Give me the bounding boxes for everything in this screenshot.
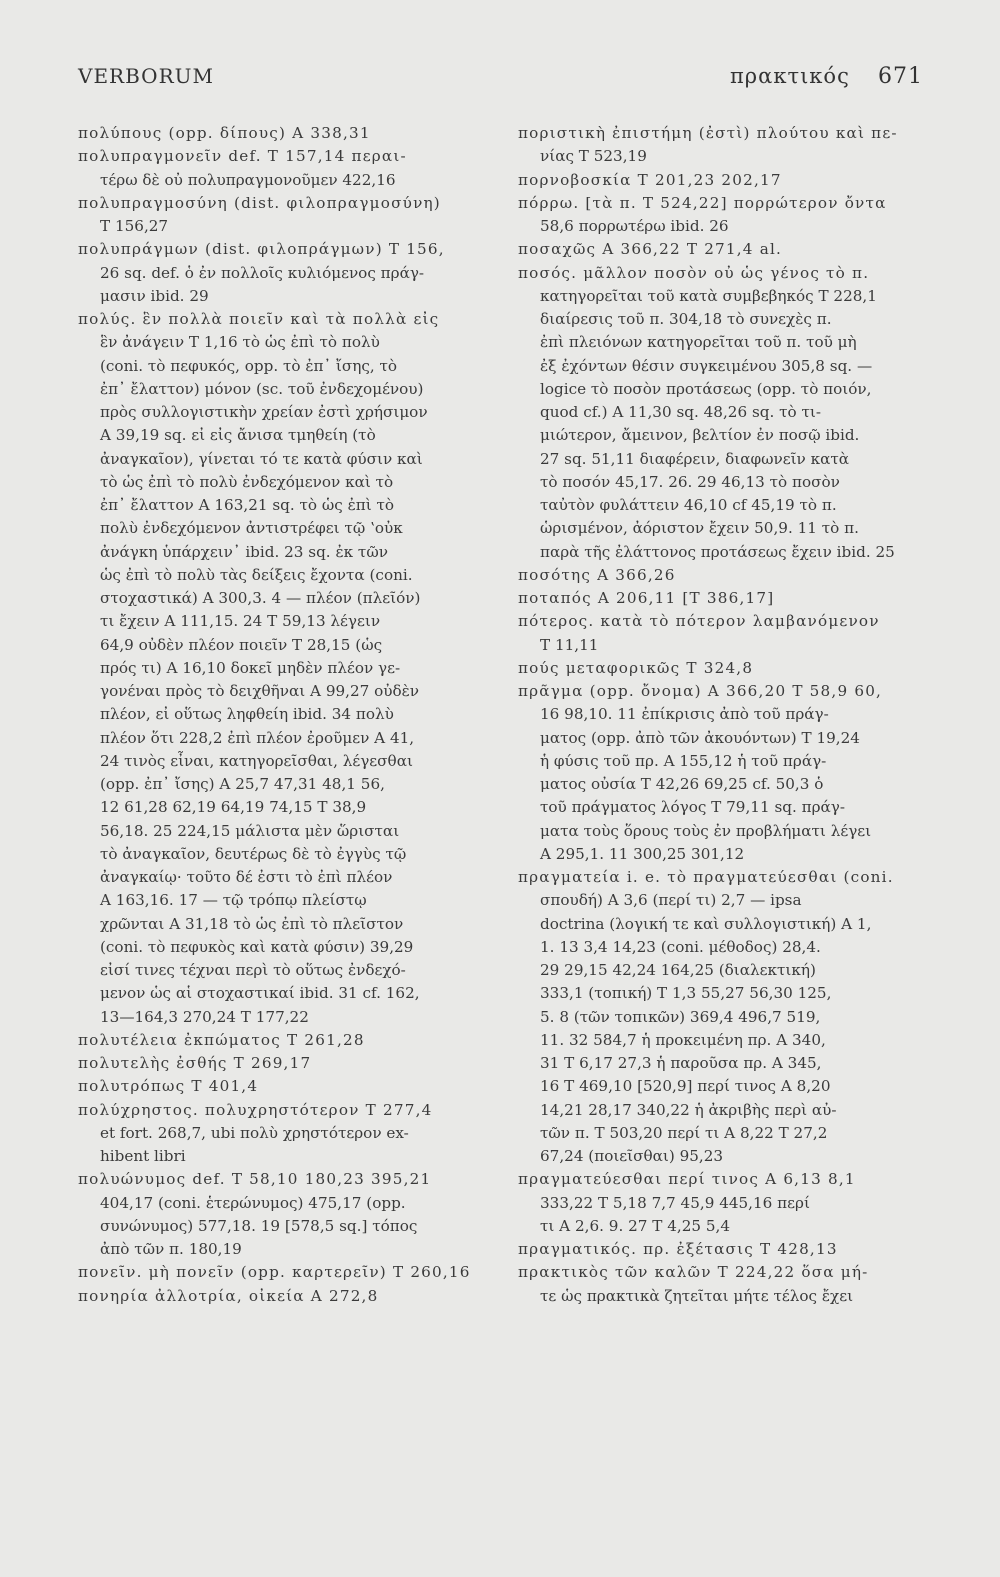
entry-continuation-line: διαίρεσις τοῦ π. 304,18 τὸ συνεχὲς π. [540, 310, 832, 328]
entry-continuation-line: 24 τινὸς εἶναι, κατηγορεῖσθαι, λέγεσθαι [100, 751, 413, 770]
running-head-keyword: πρακτικός [730, 64, 850, 88]
entry-headword-line: πούς μεταφορικῶς T 324,8 [518, 658, 754, 677]
entry-continuation-line: 12 61,28 62,19 64,19 74,15 T 38,9 [100, 798, 367, 817]
entry-headword-line: πορνοβοσκία T 201,23 202,17 [518, 170, 782, 189]
entry-headword-line: πρᾶγμα (opp. ὄνομα) A 366,20 T 58,9 60, [518, 682, 883, 700]
entry-continuation-line: (coni. τὸ πεφυκὸς καὶ κατὰ φύσιν) 39,29 [100, 937, 414, 956]
entry-continuation-line: ὡς ἐπὶ τὸ πολὺ τὰς δείξεις ἔχοντα (coni. [100, 565, 413, 584]
entry-headword-line: ποταπός A 206,11 [T 386,17] [518, 589, 775, 607]
entry-continuation-line: τε ὡς πρακτικὰ ζητεῖται μήτε τέλος ἔχει [540, 1286, 854, 1305]
entry-headword-line: πολυπράγμων (dist. φιλοπράγμων) T 156, [78, 240, 445, 259]
entry-continuation-line: χρῶνται A 31,18 τὸ ὡς ἐπὶ τὸ πλεῖστον [100, 914, 404, 933]
entry-continuation-line: 26 sq. def. ὁ ἐν πολλοῖς κυλιόμενος πράγ- [100, 263, 425, 282]
entry-continuation-line: τέρω δὲ οὐ πολυπραγμονοῦμεν 422,16 [100, 170, 396, 189]
entry-continuation-line: τοῦ πράγματος λόγος T 79,11 sq. πράγ- [540, 798, 845, 817]
entry-continuation-line: ἀνάγκη ὑπάρχειν᾿ ibid. 23 sq. ἐκ τῶν [100, 542, 388, 561]
entry-continuation-line: T 11,11 [540, 635, 599, 654]
entry-continuation-line: πλέον, εἰ οὕτως ληφθείη ibid. 34 πολὺ [100, 705, 394, 724]
entry-continuation-line: νίας T 523,19 [540, 147, 647, 166]
entry-continuation-line: τι A 2,6. 9. 27 T 4,25 5,4 [540, 1216, 731, 1235]
entry-continuation-line: τὸ ἀναγκαῖον, δευτέρως δὲ τὸ ἐγγὺς τῷ [100, 844, 407, 863]
entry-headword-line: ποσαχῶς A 366,22 T 271,4 al. [518, 240, 783, 259]
entry-headword-line: ποσότης A 366,26 [518, 565, 676, 584]
entry-continuation-line: 64,9 οὐδὲν πλέον ποιεῖν T 28,15 (ὡς [100, 635, 383, 654]
entry-continuation-line: 14,21 28,17 340,22 ἡ ἀκριβὴς περὶ αὐ- [540, 1100, 837, 1119]
entry-continuation-line: 404,17 (coni. ἑτερώνυμος) 475,17 (opp. [100, 1193, 406, 1212]
entry-continuation-line: ματος (opp. ἀπὸ τῶν ἀκουόντων) T 19,24 [540, 728, 860, 747]
entry-continuation-line: τὸ ὡς ἐπὶ τὸ πολὺ ἐνδεχόμενον καὶ τὸ [100, 472, 394, 491]
entry-continuation-line: στοχαστικά) A 300,3. 4 — πλέον (πλεῖόν) [100, 589, 421, 607]
entry-headword-line: πόρρω. [τὰ π. T 524,22] πορρώτερον ὄντα [518, 193, 887, 212]
entry-continuation-line: 27 sq. 51,11 διαφέρειν, διαφωνεῖν κατὰ [540, 449, 850, 468]
entry-continuation-line: ματος οὐσία T 42,26 69,25 cf. 50,3 ὁ [540, 775, 824, 793]
entry-continuation-line: 16 T 469,10 [520,9] περί τινος A 8,20 [540, 1077, 831, 1096]
entry-headword-line: πραγματεία i. e. τὸ πραγματεύεσθαι (coni. [518, 868, 894, 886]
entry-headword-line: ποριστικὴ ἐπιστήμη (ἐστὶ) πλούτου καὶ πε- [518, 124, 898, 142]
entry-headword-line: πολύχρηστος. πολυχρηστότερον T 277,4 [78, 1100, 433, 1119]
entry-continuation-line: 1. 13 3,4 14,23 (coni. μέθοδος) 28,4. [540, 937, 821, 956]
entry-headword-line: πολυτρόπως T 401,4 [78, 1077, 259, 1096]
entry-headword-line: πολυώνυμος def. T 58,10 180,23 395,21 [78, 1170, 432, 1189]
entry-continuation-line: (opp. ἐπ᾿ ἴσης) A 25,7 47,31 48,1 56, [100, 775, 385, 793]
entry-continuation-line: 333,1 (τοπική) T 1,3 55,27 56,30 125, [540, 984, 832, 1003]
right-column [518, 122, 928, 1308]
entry-continuation-line: ματα τοὺς ὅρους τοὺς ἐν προβλήματι λέγει [540, 821, 872, 840]
entry-continuation-line: πρός τι) A 16,10 δοκεῖ μηδὲν πλέον γε- [100, 658, 401, 677]
entry-continuation-line: κατηγορεῖται τοῦ κατὰ συμβεβηκός T 228,1 [540, 286, 877, 305]
entry-headword-line: πολύς. ἓν πολλὰ ποιεῖν καὶ τὰ πολλὰ εἰς [78, 310, 440, 328]
entry-headword-line: πολυτέλεια ἐκπώματος T 261,28 [78, 1030, 365, 1049]
entry-continuation-line: γονέναι πρὸς τὸ δειχθῆναι A 99,27 οὐδὲν [100, 682, 420, 700]
entry-continuation-line: 56,18. 25 224,15 μάλιστα μὲν ὥρισται [100, 821, 400, 840]
entry-headword-line: ποσός. μᾶλλον ποσὸν οὐ ὡς γένος τὸ π. [518, 263, 870, 282]
entry-continuation-line: A 39,19 sq. εἰ εἰς ἄνισα τμηθείη (τὸ [100, 426, 376, 445]
entry-continuation-line: hibent libri [100, 1147, 186, 1165]
entry-continuation-line: τῶν π. T 503,20 περί τι A 8,22 T 27,2 [540, 1123, 828, 1142]
entry-continuation-line: ἀπὸ τῶν π. 180,19 [100, 1240, 242, 1258]
entry-continuation-line: ἀναγκαῖον), γίνεται τό τε κατὰ φύσιν καὶ [100, 449, 423, 468]
entry-continuation-line: logice τὸ ποσὸν προτάσεως (opp. τὸ ποιόν, [540, 379, 872, 398]
entry-headword-line: πότερος. κατὰ τὸ πότερον λαμβανόμενον [518, 612, 880, 631]
entry-continuation-line: 67,24 (ποιεῖσθαι) 95,23 [540, 1147, 724, 1165]
entry-continuation-line: ἡ φύσις τοῦ πρ. A 155,12 ἡ τοῦ πράγ- [540, 751, 827, 770]
page-number: 671 [878, 64, 923, 89]
running-head-left: VERBORUM [78, 64, 214, 88]
entry-continuation-line: ἐπ᾿ ἔλαττον A 163,21 sq. τὸ ὡς ἐπὶ τὸ [100, 496, 395, 514]
entry-continuation-line: τὸ ποσόν 45,17. 26. 29 46,13 τὸ ποσὸν [540, 472, 840, 491]
entry-headword-line: πονεῖν. μὴ πονεῖν (opp. καρτερεῖν) T 260,16 [78, 1263, 471, 1282]
entry-headword-line: πολυπραγμονεῖν def. T 157,14 περαι- [78, 147, 407, 166]
entry-continuation-line: 333,22 T 5,18 7,7 45,9 445,16 περί [540, 1193, 810, 1212]
entry-continuation-line: μασιν ibid. 29 [100, 286, 209, 305]
entry-continuation-line: et fort. 268,7, ubi πολὺ χρηστότερον ex- [100, 1123, 409, 1142]
entry-continuation-line: πρὸς συλλογιστικὴν χρείαν ἐστὶ χρήσιμον [100, 403, 428, 421]
entry-continuation-line: quod cf.) A 11,30 sq. 48,26 sq. τὸ τι- [540, 403, 821, 421]
entry-headword-line: πολυπραγμοσύνη (dist. φιλοπραγμοσύνη) [78, 193, 441, 212]
entry-continuation-line: (coni. τὸ πεφυκός, opp. τὸ ἐπ᾿ ἴσης, τὸ [100, 356, 398, 375]
entry-headword-line: πραγματεύεσθαι περί τινος A 6,13 8,1 [518, 1170, 856, 1189]
entry-continuation-line: πολὺ ἐνδεχόμενον ἀντιστρέφει τῷ ʽοὐκ [100, 519, 403, 538]
entry-continuation-line: 13—164,3 270,24 T 177,22 [100, 1007, 309, 1026]
entry-continuation-line: ἐξ ἐχόντων θέσιν συγκειμένου 305,8 sq. — [540, 356, 873, 375]
entry-continuation-line: τι ἔχειν A 111,15. 24 T 59,13 λέγειν [100, 612, 381, 631]
entry-continuation-line: πλέον ὅτι 228,2 ἐπὶ πλέον ἐροῦμεν A 41, [100, 728, 415, 747]
entry-continuation-line: εἰσί τινες τέχναι περὶ τὸ οὕτως ἐνδεχό- [100, 961, 406, 979]
entry-continuation-line: ὡρισμένον, ἀόριστον ἔχειν 50,9. 11 τὸ π. [540, 519, 859, 538]
entry-continuation-line: doctrina (λογική τε καὶ συλλογιστική) A 1, [540, 914, 872, 933]
entry-continuation-line: 31 T 6,17 27,3 ἡ παροῦσα πρ. A 345, [540, 1054, 822, 1072]
entry-continuation-line: 58,6 πορρωτέρω ibid. 26 [540, 217, 729, 235]
entry-continuation-line: ἐπὶ πλειόνων κατηγορεῖται τοῦ π. τοῦ μὴ [540, 333, 857, 352]
entry-continuation-line: μενον ὡς αἱ στοχαστικαί ibid. 31 cf. 162, [100, 984, 420, 1003]
entry-continuation-line: 16 98,10. 11 ἐπίκρισις ἀπὸ τοῦ πράγ- [540, 705, 829, 724]
entry-continuation-line: σπουδή) A 3,6 (περί τι) 2,7 — ipsa [540, 891, 802, 910]
entry-continuation-line: ἀναγκαίῳ· τοῦτο δέ ἐστι τὸ ἐπὶ πλέον [100, 868, 393, 886]
entry-continuation-line: ἓν ἀνάγειν T 1,16 τὸ ὡς ἐπὶ τὸ πολὺ [100, 333, 380, 352]
entry-continuation-line: ἐπ᾿ ἔλαττον) μόνον (sc. τοῦ ἐνδεχομένου) [100, 379, 424, 398]
entry-continuation-line: T 156,27 [100, 217, 169, 235]
entry-continuation-line: A 295,1. 11 300,25 301,12 [540, 844, 745, 863]
entry-headword-line: πονηρία ἀλλοτρία, οἰκεία A 272,8 [78, 1286, 379, 1305]
entry-continuation-line: 11. 32 584,7 ἡ προκειμένη πρ. A 340, [540, 1030, 826, 1049]
entry-headword-line: πολύπους (opp. δίπους) A 338,31 [78, 124, 371, 142]
entry-continuation-line: ταὐτὸν φυλάττειν 46,10 cf 45,19 τὸ π. [540, 496, 837, 514]
entry-headword-line: πολυτελὴς ἐσθής T 269,17 [78, 1054, 312, 1072]
entry-continuation-line: 5. 8 (τῶν τοπικῶν) 369,4 496,7 519, [540, 1007, 821, 1026]
entry-continuation-line: 29 29,15 42,24 164,25 (διαλεκτική) [540, 961, 816, 979]
entry-continuation-line: συνώνυμος) 577,18. 19 [578,5 sq.] τόπος [100, 1216, 418, 1235]
entry-continuation-line: μιώτερον, ἄμεινον, βελτίον ἐν ποσῷ ibid. [540, 426, 860, 445]
entry-headword-line: πρακτικὸς τῶν καλῶν T 224,22 ὅσα μή- [518, 1263, 869, 1282]
entry-continuation-line: παρὰ τῆς ἐλάττονος προτάσεως ἔχειν ibid. 25 [540, 542, 895, 561]
entry-continuation-line: A 163,16. 17 — τῷ τρόπῳ πλείστῳ [100, 891, 367, 910]
left-column [78, 122, 488, 1308]
entry-headword-line: πραγματικός. πρ. ἐξέτασις T 428,13 [518, 1240, 838, 1258]
